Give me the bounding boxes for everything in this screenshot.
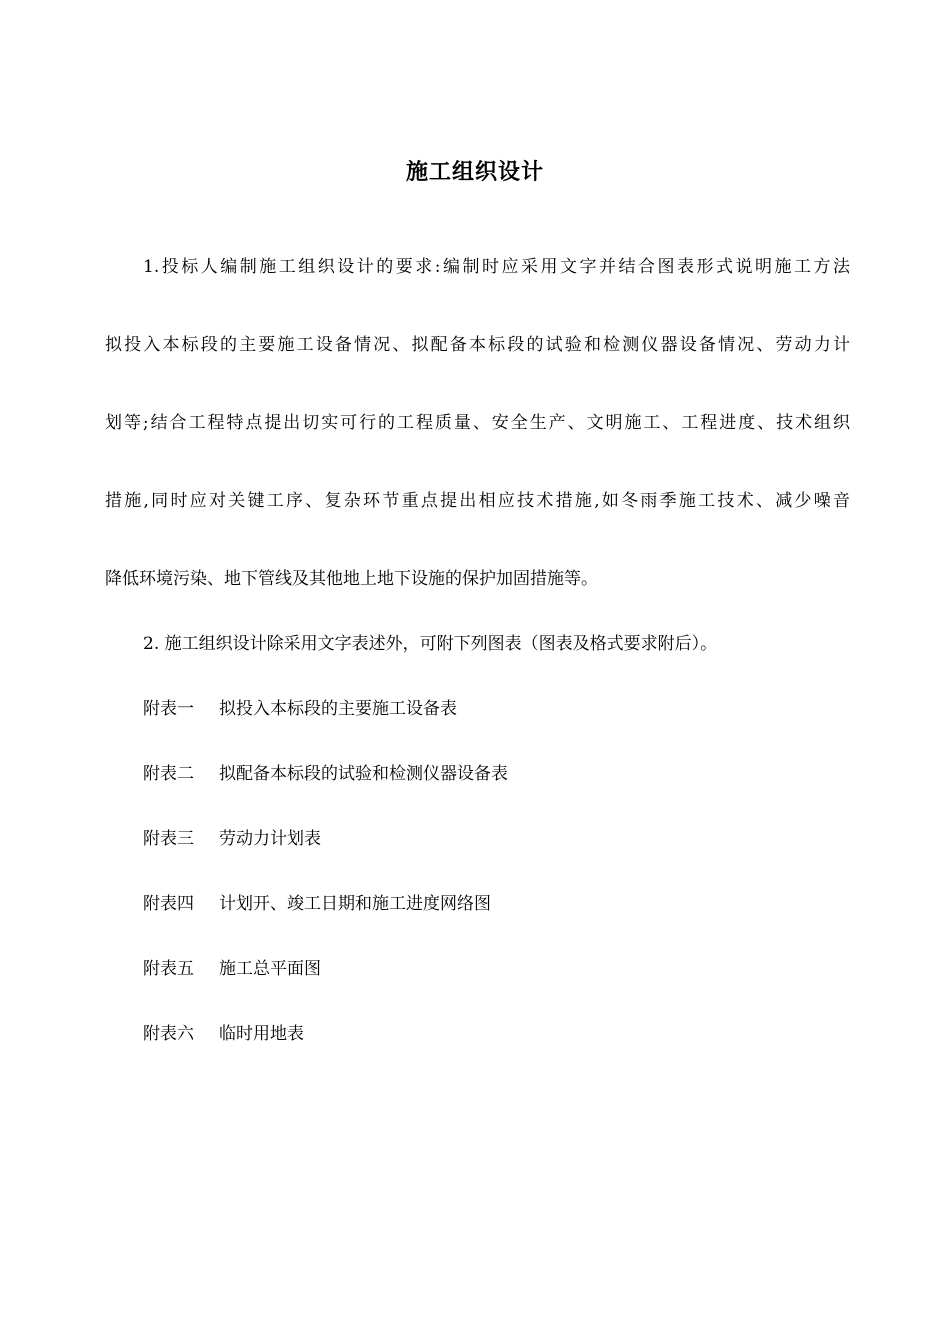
attachment-item xyxy=(143,892,491,916)
attachment-label: 附表六 xyxy=(143,1024,194,1044)
paragraph-1-line-2: 拟投入本标段的主要施工设备情况、拟配备本标段的试验和检测仪器设备情况、劳动力计 xyxy=(105,335,850,355)
attachment-text: 施工总平面图 xyxy=(219,959,321,979)
page-title: 施工组织设计 xyxy=(405,160,544,185)
attachment-label: 附表一 xyxy=(143,699,194,719)
attachment-text: 临时用地表 xyxy=(219,1024,304,1044)
paragraph-1-line-4: 措施,同时应对关键工序、复杂环节重点提出相应技术措施,如冬雨季施工技术、减少噪音 xyxy=(105,491,850,511)
attachment-text: 拟投入本标段的主要施工设备表 xyxy=(219,699,457,719)
attachment-item xyxy=(143,1022,304,1046)
paragraph-2: 2. 施工组织设计除采用文字表述外，可附下列图表（图表及格式要求附后）。 xyxy=(143,634,718,654)
attachment-item xyxy=(143,827,321,851)
attachment-label: 附表三 xyxy=(143,829,194,849)
paragraph-1-line-3: 划等;结合工程特点提出切实可行的工程质量、安全生产、文明施工、工程进度、技术组织 xyxy=(105,413,850,433)
paragraph-1-line-5: 降低环境污染、地下管线及其他地上地下设施的保护加固措施等。 xyxy=(105,569,598,589)
attachment-text: 劳动力计划表 xyxy=(219,829,321,849)
attachment-label: 附表二 xyxy=(143,764,194,784)
attachment-item xyxy=(143,762,508,786)
attachment-label: 附表四 xyxy=(143,894,194,914)
paragraph-1-line-1: 1.投标人编制施工组织设计的要求:编制时应采用文字并结合图表形式说明施工方法 xyxy=(143,257,850,277)
attachment-text: 拟配备本标段的试验和检测仪器设备表 xyxy=(219,764,508,784)
attachment-item xyxy=(143,957,321,981)
attachment-text: 计划开、竣工日期和施工进度网络图 xyxy=(219,894,491,914)
attachment-label: 附表五 xyxy=(143,959,194,979)
attachment-item xyxy=(143,697,457,721)
